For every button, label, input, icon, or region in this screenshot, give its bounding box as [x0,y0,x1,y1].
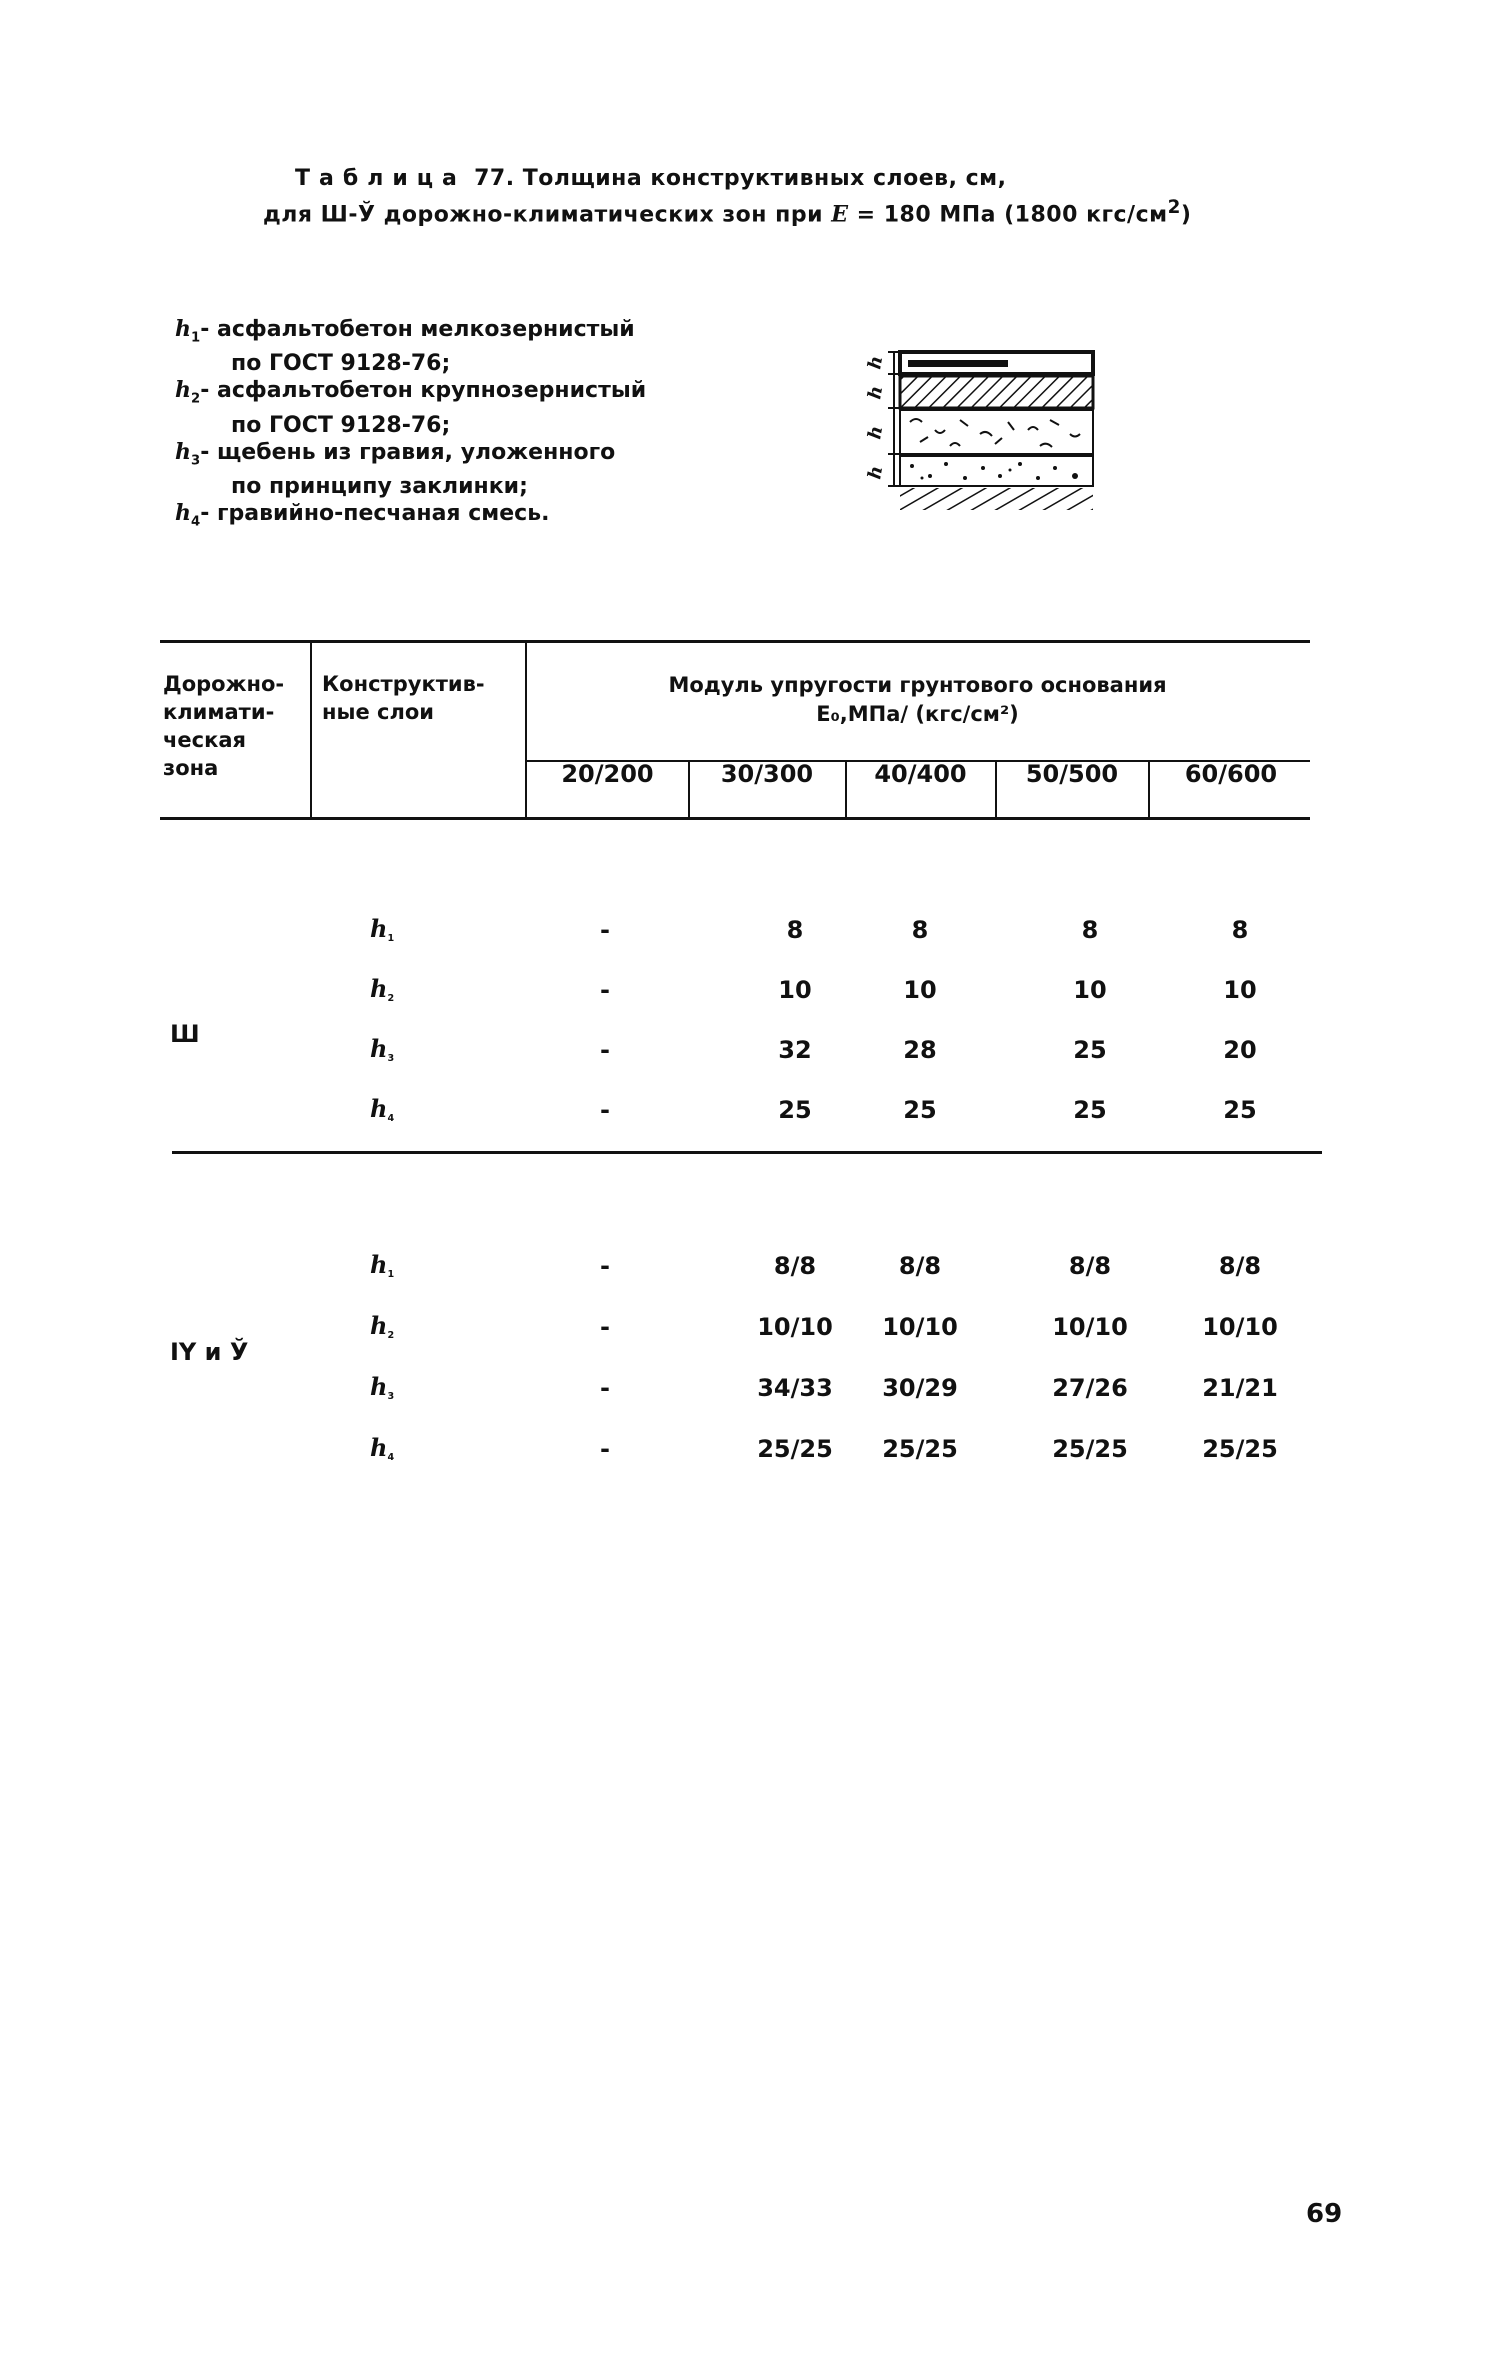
col-divider-2 [525,641,527,817]
sub-divider-4 [1148,760,1150,817]
layer-subscript: 2 [387,993,395,1005]
legend-text: по ГОСТ 9128-76; [231,351,451,377]
legend-text: - гравийно-песчаная смесь. [200,501,550,527]
table-cell: - [600,1036,610,1064]
table-cell: - [600,1435,610,1463]
title-line2-end: ) [1180,202,1192,228]
legend-line [175,439,646,474]
layer-symbol: h [370,974,388,1003]
layer-symbol: h [370,914,388,943]
legend-line [175,351,646,377]
header-layers: Конструктив-ные слои [322,672,485,724]
table-cell: 28 [903,1036,937,1064]
legend-symbol: h [175,316,191,342]
header-modulus-line1: Модуль упругости грунтового основания [668,673,1167,697]
table-cell: 20 [1223,1036,1257,1064]
table-cell: 8 [1231,916,1249,944]
legend-text: по принципу заклинки; [231,474,528,500]
layer-subscript: 3 [387,1391,395,1403]
title-line2-text: для Ш-Ў дорожно-климатических зон при [263,202,824,228]
table-cell: 10/10 [757,1313,833,1341]
table-cell: 10/10 [882,1313,958,1341]
title-table-word: Таблица [295,166,466,191]
table-cell: 25 [778,1096,812,1124]
layer-subscript: 4 [387,1452,395,1464]
table-cell: 25/25 [1202,1435,1278,1463]
column-header: 30/300 [720,760,814,788]
layer-symbol: h [370,1311,388,1340]
table-cell: 25 [1073,1096,1107,1124]
layer-label [370,1094,394,1124]
legend-line [175,377,646,412]
table-cell: 8/8 [1068,1252,1112,1280]
table-title-line1 [295,166,1006,191]
legend-symbol: h [175,500,191,527]
layer-subscript: 4 [387,1113,395,1125]
layer-label [370,1372,394,1402]
table-cell: 25/25 [882,1435,958,1463]
layer-symbol: h [370,1034,388,1063]
table-cell: - [600,916,610,944]
col-divider-1 [310,641,312,817]
table-cell: 8/8 [898,1252,942,1280]
layer-subscript: 3 [387,1053,395,1065]
table-cell: 34/33 [757,1374,833,1402]
legend-text: по ГОСТ 9128-76; [231,412,451,438]
table-top-rule [160,640,1310,643]
title-sup: 2 [1167,197,1181,218]
table-cell: 25 [1073,1036,1107,1064]
legend-symbol-sub: 1 [191,330,201,346]
zone-label: ІҮ и Ў [170,1338,249,1366]
layer-symbol: h [370,1250,388,1279]
title-caption: 77. Толщина конструктивных слоев, см, [474,166,1007,191]
table-cell: 30/29 [882,1374,958,1402]
legend-text: - асфальтобетон крупнозернистый [200,378,647,404]
table-cell: 8 [911,916,929,944]
diagram-label-h3: h [864,424,888,441]
layer-symbol: h [370,1433,388,1462]
legend-symbol-sub: 2 [191,391,201,407]
table-cell: 25 [1223,1096,1257,1124]
table-cell: 27/26 [1052,1374,1128,1402]
table-cell: 21/21 [1202,1374,1278,1402]
layer-subscript: 1 [387,933,395,945]
layer-label [370,1250,394,1280]
table-cell: 10 [778,976,812,1004]
header-zone: Дорожно-климати-ческая зона [163,672,285,780]
layer-diagram [850,330,1120,520]
legend-symbol-sub: 4 [191,514,201,530]
table-cell: 8/8 [773,1252,817,1280]
legend-symbol: h [175,377,191,404]
table-cell: 25/25 [1052,1435,1128,1463]
table-cell: - [600,1374,610,1402]
layer-label [370,1034,394,1064]
table-cell: 8 [786,916,804,944]
diagram-label-h1: h [864,354,888,371]
table-cell: 25/25 [757,1435,833,1463]
legend [175,316,646,536]
layer-h2 [900,376,1093,408]
column-header: 60/600 [1184,760,1278,788]
layer-label [370,914,394,944]
sub-divider-2 [845,760,847,817]
diagram-label-h2: h [864,384,888,401]
zone-label: Ш [170,1020,200,1048]
group-separator [172,1151,1322,1154]
table-cell: - [600,1096,610,1124]
layer-h4 [900,456,1093,486]
column-header: 50/500 [1025,760,1119,788]
layer-subscript: 1 [387,1269,395,1281]
table-cell: 10/10 [1052,1313,1128,1341]
layer-label [370,1311,394,1341]
column-header: 20/200 [561,760,654,788]
sub-divider-1 [688,760,690,817]
table-cell: - [600,1252,610,1280]
layer-label [370,1433,394,1463]
layer-h3 [900,410,1093,454]
diagram-label-h4: h [864,464,888,481]
layer-subscript: 2 [387,1330,395,1342]
table-cell: 10 [903,976,937,1004]
table-cell: - [600,1313,610,1341]
legend-text: - асфальтобетон мелкозернистый [200,317,635,342]
title-e-symbol: E [831,201,849,228]
table-title-line2 [263,197,1191,227]
layer-symbol: h [370,1372,388,1401]
table-header-bottom-rule [160,817,1310,820]
table-cell: 10/10 [1202,1313,1278,1341]
table-cell: - [600,976,610,1004]
layer-label [370,974,394,1004]
legend-line [175,474,646,500]
legend-text: - щебень из гравия, уложенного [200,439,616,465]
legend-line [175,316,646,351]
legend-symbol-sub: 3 [191,453,201,469]
sub-divider-3 [995,760,997,817]
table-cell: 8/8 [1218,1252,1262,1280]
layer-symbol: h [370,1094,388,1123]
header-modulus-line2: E₀,МПа/ (кгс/см²) [816,702,1019,726]
table-cell: 8 [1081,916,1099,944]
legend-line [175,413,646,439]
table-cell: 32 [778,1036,812,1064]
legend-symbol: h [175,438,191,465]
table-cell: 10 [1073,976,1107,1004]
column-header: 40/400 [874,760,967,788]
legend-line [175,500,646,535]
table-cell: 25 [903,1096,937,1124]
title-line2-eq: = 180 МПа (1800 кгс/см [856,202,1168,228]
page-number: 69 [1306,2199,1343,2229]
table-cell: 10 [1223,976,1257,1004]
